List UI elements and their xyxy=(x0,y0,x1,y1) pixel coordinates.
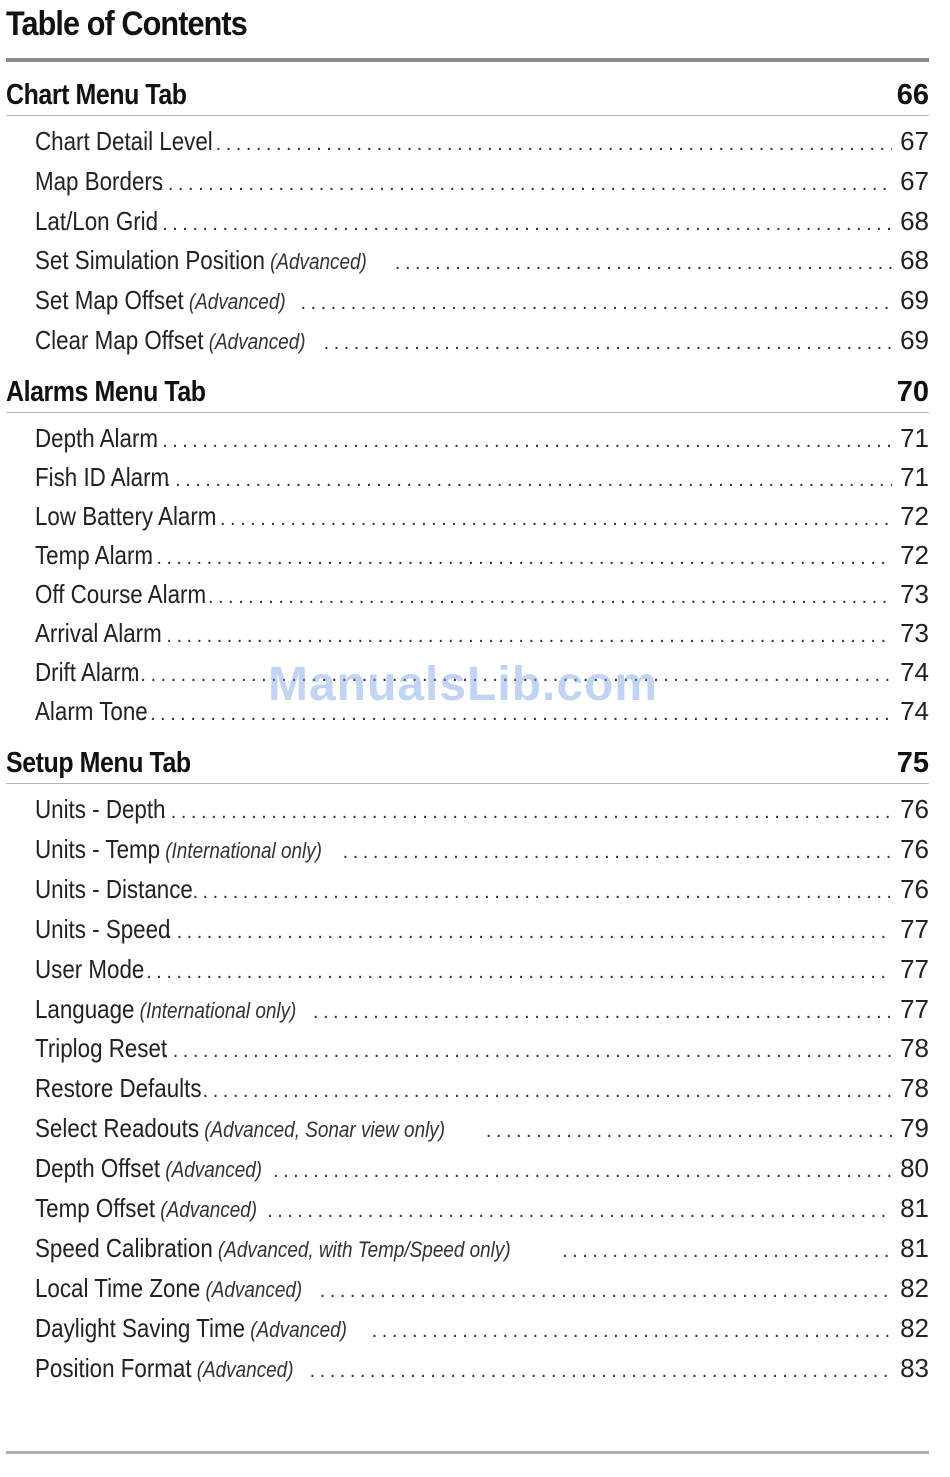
entry-label: Off Course Alarm xyxy=(35,579,207,609)
entry-note: (Advanced) xyxy=(188,289,286,315)
entry-text xyxy=(35,910,170,948)
dot-leader xyxy=(163,1032,892,1070)
toc-entry[interactable] xyxy=(35,1309,929,1347)
dot-leader xyxy=(220,500,892,538)
entry-label: Units - Depth xyxy=(35,794,166,824)
entry-note: (Advanced) xyxy=(205,1276,303,1302)
entry-page-number: 76 xyxy=(900,833,929,864)
entry-note: (Advanced) xyxy=(160,1197,258,1222)
dot-leader xyxy=(216,125,892,163)
dot-leader xyxy=(343,833,892,871)
entry-page-number: 77 xyxy=(900,913,929,944)
entry-label: Depth Alarm xyxy=(35,423,159,453)
dot-leader xyxy=(161,793,892,831)
entry-page-number: 82 xyxy=(900,1312,929,1343)
entry-label: Drift Alarm xyxy=(35,657,140,687)
entry-note: (Advanced) xyxy=(270,249,367,275)
entry-page-number: 79 xyxy=(900,1113,929,1144)
dot-leader xyxy=(136,953,892,991)
toc-entry[interactable] xyxy=(35,1189,929,1227)
entry-page-number: 74 xyxy=(900,657,929,687)
entry-page-number: 68 xyxy=(900,245,929,276)
toc-entry[interactable] xyxy=(35,1149,929,1187)
section-header[interactable] xyxy=(6,75,929,116)
entry-note: (Advanced) xyxy=(165,1157,263,1183)
dot-leader xyxy=(267,1192,892,1230)
entry-text xyxy=(35,614,162,652)
toc-section xyxy=(6,75,929,355)
toc-entry[interactable] xyxy=(35,790,929,828)
entry-note: (Advanced, Sonar view only) xyxy=(204,1117,446,1143)
entry-text xyxy=(35,575,206,613)
entry-text xyxy=(35,950,144,988)
entry-text xyxy=(35,321,306,361)
dot-leader xyxy=(165,461,892,499)
entry-label: Alarm Tone xyxy=(35,696,148,726)
entry-text xyxy=(35,1149,262,1189)
entry-page-number: 74 xyxy=(900,696,929,726)
entry-text xyxy=(35,1069,202,1107)
entry-text xyxy=(35,1269,302,1309)
entry-text xyxy=(35,281,286,321)
entry-text xyxy=(35,1029,167,1067)
dot-leader xyxy=(273,1152,892,1190)
entry-page-number: 72 xyxy=(900,501,929,531)
entry-page-number: 78 xyxy=(900,1073,929,1104)
section-title: Alarms Menu Tab xyxy=(6,376,206,408)
toc-entry[interactable] xyxy=(35,1069,929,1107)
dot-leader xyxy=(167,913,893,951)
entry-note: (Advanced, with Temp/Speed only) xyxy=(217,1236,511,1262)
toc-entry[interactable] xyxy=(35,281,929,319)
dot-leader xyxy=(146,539,892,577)
entry-page-number: 82 xyxy=(900,1272,929,1303)
entry-label: Daylight Saving Time xyxy=(35,1312,246,1343)
entry-label: Chart Detail Level xyxy=(35,126,213,156)
section-page-number: 75 xyxy=(896,747,929,779)
entry-text xyxy=(35,122,213,160)
entry-label: Depth Offset xyxy=(35,1153,161,1184)
entry-label: Set Simulation Position xyxy=(35,245,265,276)
entry-page-number: 69 xyxy=(900,325,929,355)
toc-entry[interactable] xyxy=(35,497,929,535)
entry-label: Units - Distance xyxy=(35,873,193,904)
toc-entry[interactable] xyxy=(35,614,929,652)
entry-label: Map Borders xyxy=(35,165,164,196)
entry-note: (International only) xyxy=(139,997,297,1023)
entry-page-number: 76 xyxy=(900,794,929,824)
dot-leader xyxy=(158,165,892,203)
entry-text xyxy=(35,990,296,1030)
dot-leader xyxy=(203,1072,892,1110)
toc-section xyxy=(6,743,929,1383)
toc-entry[interactable] xyxy=(35,202,929,240)
toc-entry[interactable] xyxy=(35,1109,929,1147)
dot-leader xyxy=(208,578,892,616)
entry-label: Units - Temp xyxy=(35,833,161,864)
watermark: ManualsLib.com xyxy=(268,658,659,711)
dot-leader xyxy=(130,656,892,694)
dot-leader xyxy=(486,1112,892,1150)
entry-text xyxy=(35,419,158,457)
toc-entry[interactable] xyxy=(35,536,929,574)
entry-text xyxy=(35,790,165,828)
entry-page-number: 73 xyxy=(900,618,929,648)
entry-text xyxy=(35,1229,511,1269)
toc-entry[interactable] xyxy=(35,950,929,988)
entry-text xyxy=(35,692,148,730)
entry-page-number: 77 xyxy=(900,953,929,984)
entry-note: (Advanced) xyxy=(196,1356,294,1382)
entry-label: Language xyxy=(35,993,135,1024)
toc-entry[interactable] xyxy=(35,575,929,613)
entry-text xyxy=(35,1349,294,1389)
entry-text xyxy=(35,870,193,908)
toc-entry[interactable] xyxy=(35,241,929,279)
entry-note: (Advanced) xyxy=(250,1316,347,1342)
entry-text xyxy=(35,1109,445,1149)
entry-text xyxy=(35,653,139,691)
entry-page-number: 81 xyxy=(900,1232,929,1263)
toc-entry[interactable] xyxy=(35,321,929,359)
entry-label: Lat/Lon Grid xyxy=(35,205,159,236)
entry-page-number: 67 xyxy=(900,165,929,196)
dot-leader xyxy=(300,284,892,322)
section-title: Setup Menu Tab xyxy=(6,747,191,779)
dot-leader xyxy=(310,1352,892,1390)
title-divider xyxy=(6,58,929,62)
entry-text xyxy=(35,830,322,870)
dot-leader xyxy=(372,1312,892,1350)
entry-label: Low Battery Alarm xyxy=(35,501,217,531)
dot-leader xyxy=(156,617,892,655)
dot-leader xyxy=(324,324,893,362)
entry-page-number: 77 xyxy=(900,993,929,1024)
entry-page-number: 72 xyxy=(900,540,929,570)
dot-leader xyxy=(152,205,892,243)
entry-label: Local Time Zone xyxy=(35,1272,201,1303)
toc-entry[interactable] xyxy=(35,162,929,200)
toc-entry[interactable] xyxy=(35,1269,929,1307)
toc-entry[interactable] xyxy=(35,458,929,496)
entry-label: Select Readouts xyxy=(35,1113,200,1144)
toc-entry[interactable] xyxy=(35,830,929,868)
dot-leader xyxy=(395,244,892,282)
section-header[interactable] xyxy=(6,372,929,413)
toc-entry[interactable] xyxy=(35,122,929,160)
entry-page-number: 73 xyxy=(900,579,929,609)
toc-entry[interactable] xyxy=(35,419,929,457)
dot-leader xyxy=(320,1272,892,1310)
entry-page-number: 76 xyxy=(900,873,929,904)
section-page-number: 70 xyxy=(896,376,929,408)
dot-leader xyxy=(313,993,892,1031)
entry-page-number: 67 xyxy=(900,126,929,156)
dot-leader xyxy=(562,1232,892,1270)
toc-entry[interactable] xyxy=(35,1229,929,1267)
entry-label: Temp Offset xyxy=(35,1193,156,1223)
toc-entry[interactable] xyxy=(35,1029,929,1067)
entry-label: Fish ID Alarm xyxy=(35,462,170,492)
entry-page-number: 71 xyxy=(900,423,929,453)
entry-text xyxy=(35,536,153,574)
entry-page-number: 83 xyxy=(900,1352,929,1383)
toc-entry[interactable] xyxy=(35,990,929,1028)
entry-label: Units - Speed xyxy=(35,913,171,944)
entry-page-number: 68 xyxy=(900,205,929,236)
entry-label: Temp Alarm xyxy=(35,540,154,570)
entry-label: Arrival Alarm xyxy=(35,618,162,648)
dot-leader xyxy=(193,873,893,911)
entry-label: Clear Map Offset xyxy=(35,325,204,355)
entry-label: Set Map Offset xyxy=(35,285,184,316)
entry-text xyxy=(35,1309,347,1349)
entry-label: Position Format xyxy=(35,1352,192,1383)
toc-entry[interactable] xyxy=(35,1349,929,1387)
entry-label: Speed Calibration xyxy=(35,1232,213,1263)
toc-entry[interactable] xyxy=(35,910,929,948)
entry-text xyxy=(35,1189,257,1229)
entry-page-number: 69 xyxy=(900,285,929,316)
entry-text xyxy=(35,202,158,240)
entry-label: User Mode xyxy=(35,953,145,984)
entry-label: Triplog Reset xyxy=(35,1033,168,1064)
entry-page-number: 81 xyxy=(900,1193,929,1223)
toc-entry[interactable] xyxy=(35,692,929,730)
dot-leader xyxy=(140,695,892,733)
section-title: Chart Menu Tab xyxy=(6,79,187,111)
entry-note: (Advanced) xyxy=(208,329,306,354)
entry-page-number: 80 xyxy=(900,1153,929,1184)
toc-entry[interactable] xyxy=(35,870,929,908)
entry-text xyxy=(35,241,367,281)
entry-page-number: 78 xyxy=(900,1033,929,1064)
section-page-number: 66 xyxy=(896,79,929,111)
entry-note: (International only) xyxy=(165,837,322,863)
footer-divider xyxy=(6,1451,929,1454)
toc-entry[interactable] xyxy=(35,653,929,691)
entry-text xyxy=(35,497,216,535)
entry-page-number: 71 xyxy=(900,462,929,492)
entry-label: Restore Defaults xyxy=(35,1073,202,1104)
entry-text xyxy=(35,458,169,496)
section-header[interactable] xyxy=(6,743,929,784)
entry-text xyxy=(35,162,163,200)
dot-leader xyxy=(152,422,892,460)
page-title: Table of Contents xyxy=(6,5,247,43)
